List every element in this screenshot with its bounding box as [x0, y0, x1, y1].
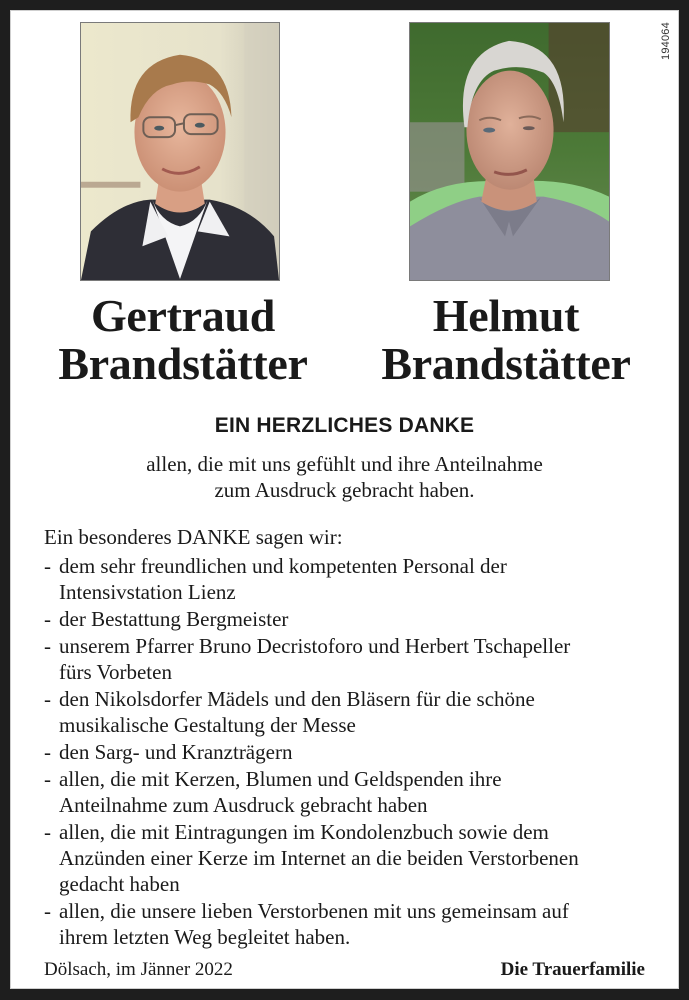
- signature: Die Trauerfamilie: [500, 959, 645, 980]
- item-line: dem sehr freundlichen und kompetenten Personal der: [59, 554, 507, 578]
- item-line: allen, die mit Eintragungen im Kondolenzbuch sowie dem: [59, 820, 549, 844]
- thanks-heading: EIN HERZLICHES DANKE: [214, 414, 475, 437]
- thanks-list: [44, 553, 664, 950]
- first-name: Helmut: [432, 290, 580, 341]
- list-item: [44, 686, 664, 738]
- woman-portrait-image: [81, 23, 279, 280]
- intro-line: allen, die mit uns gefühlt und ihre Anteilnahme: [146, 452, 543, 476]
- item-line: den Nikolsdorfer Mädels und den Bläsern für die schöne: [59, 687, 535, 711]
- item-line: der Bestattung Bergmeister: [59, 607, 289, 631]
- item-line: Anzünden einer Kerze im Internet an die beiden Verstorbenen: [59, 846, 579, 870]
- deceased-name-helmut: [341, 292, 671, 388]
- portrait-photo-helmut: [409, 22, 610, 281]
- deceased-name-gertraud: [18, 292, 348, 388]
- dash-bullet: -: [44, 634, 51, 658]
- list-item: [44, 739, 664, 765]
- dash-bullet: -: [44, 767, 51, 791]
- item-line: fürs Vorbeten: [59, 660, 172, 684]
- item-line: Intensivstation Lienz: [59, 580, 236, 604]
- item-line: allen, die unsere lieben Verstorbenen mit uns gemeinsam auf: [59, 899, 569, 923]
- reference-id: 194064: [660, 22, 672, 60]
- item-line: ihrem letzten Weg begleitet haben.: [59, 925, 351, 949]
- item-line: allen, die mit Kerzen, Blumen und Geldspenden ihre: [59, 767, 502, 791]
- list-item: [44, 898, 664, 950]
- first-name: Gertraud: [90, 290, 276, 341]
- dash-bullet: -: [44, 820, 51, 844]
- item-line: gedacht haben: [59, 872, 180, 896]
- item-line: unserem Pfarrer Bruno Decristoforo und Herbert Tschapeller: [59, 634, 571, 658]
- dash-bullet: -: [44, 607, 51, 631]
- item-line: den Sarg- und Kranzträgern: [59, 740, 293, 764]
- special-thanks-lead: Ein besonderes DANKE sagen wir:: [44, 525, 343, 549]
- intro-line: zum Ausdruck gebracht haben.: [214, 478, 475, 502]
- portrait-photo-gertraud: [80, 22, 280, 281]
- dash-bullet: -: [44, 740, 51, 764]
- item-line: Anteilnahme zum Ausdruck gebracht haben: [59, 793, 428, 817]
- list-item: [44, 633, 664, 685]
- dash-bullet: -: [44, 899, 51, 923]
- list-item: [44, 819, 664, 897]
- man-portrait-image: [410, 23, 609, 280]
- item-line: musikalische Gestaltung der Messe: [59, 713, 356, 737]
- list-item: [44, 606, 664, 632]
- place-and-date: Dölsach, im Jänner 2022: [44, 959, 233, 980]
- special-thanks-section: [44, 524, 664, 951]
- dash-bullet: -: [44, 554, 51, 578]
- list-item: [44, 553, 664, 605]
- last-name: Brandstätter: [58, 338, 308, 389]
- list-item: [44, 766, 664, 818]
- thanks-intro: [10, 451, 679, 503]
- dash-bullet: -: [44, 687, 51, 711]
- last-name: Brandstätter: [381, 338, 631, 389]
